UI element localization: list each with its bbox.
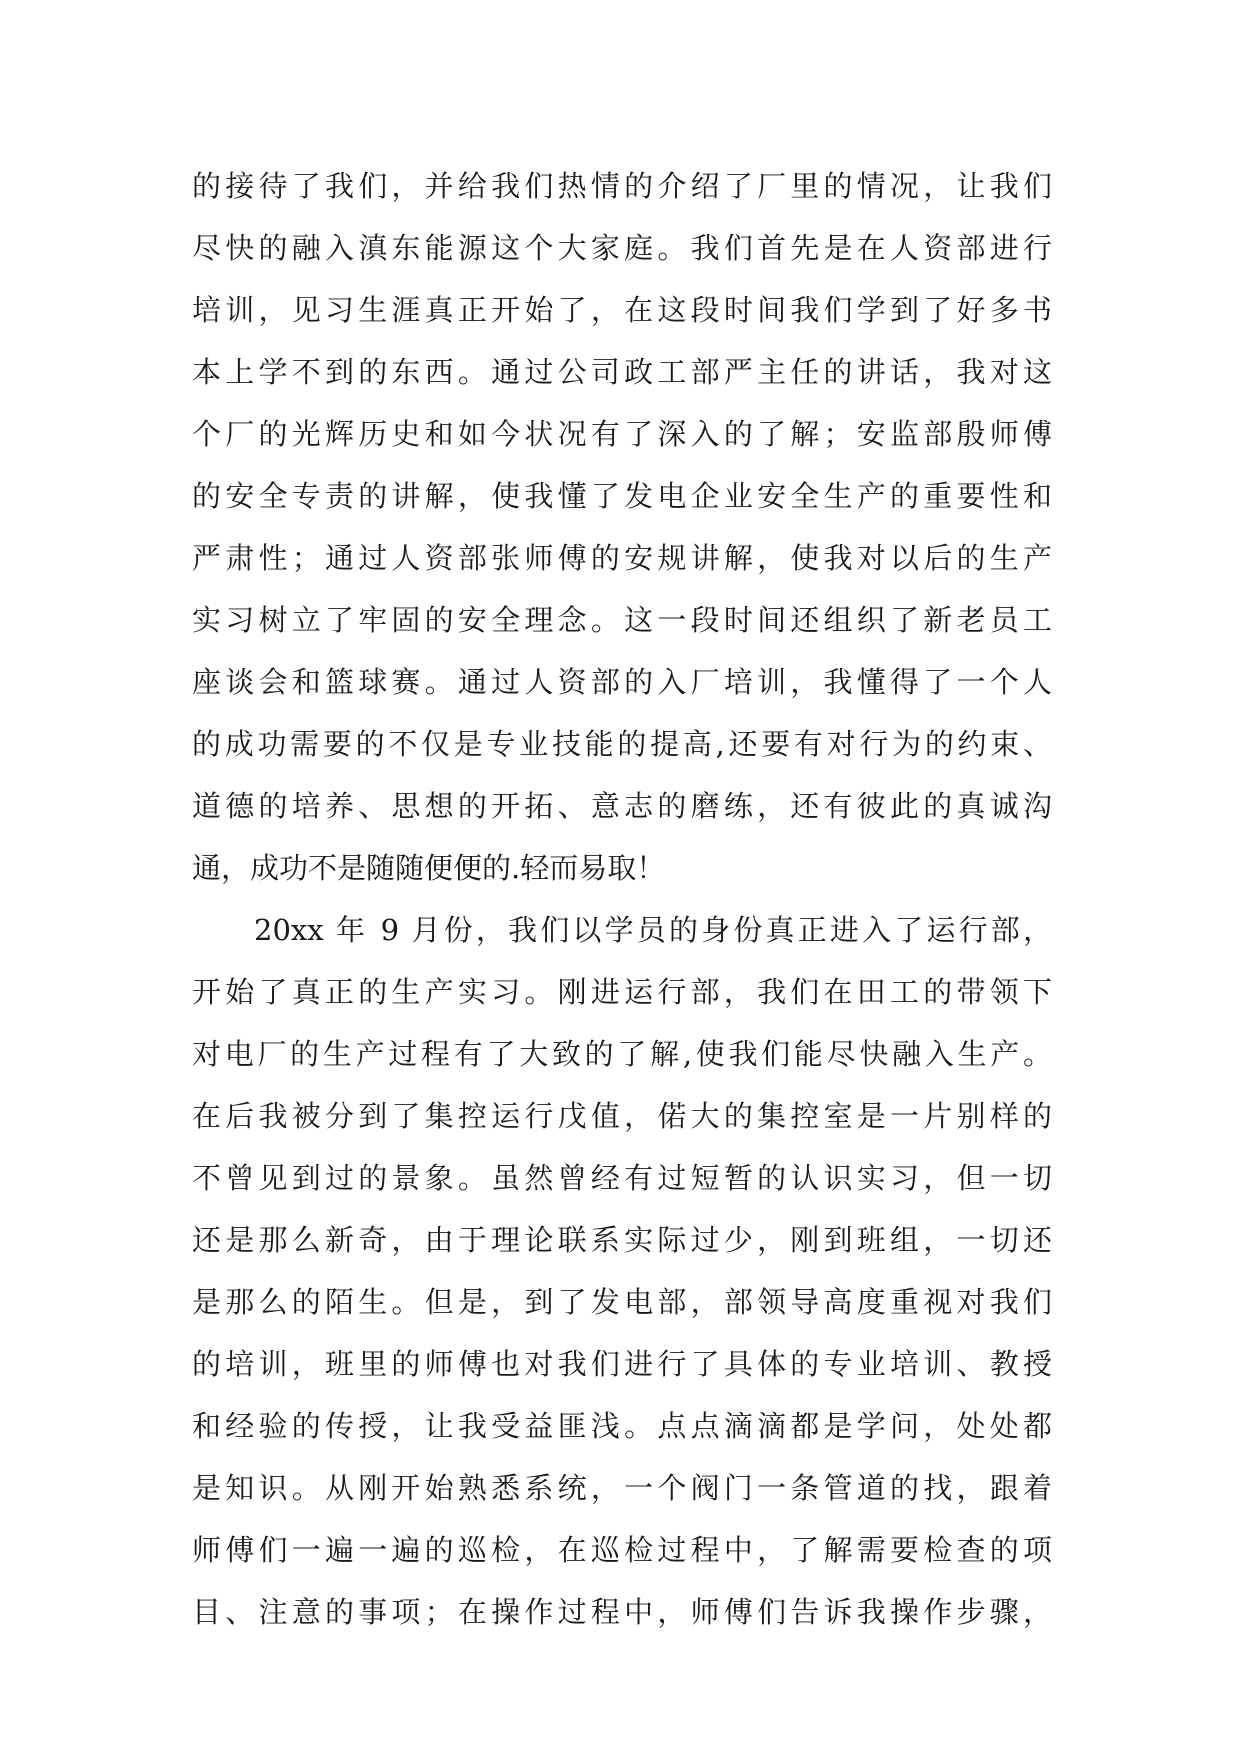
text-line: 师傅们一遍一遍的巡检，在巡检过程中，了解需要检查的项 xyxy=(192,1533,1052,1567)
text-line: 是那么的陌生。但是，到了发电部，部领导高度重视对我们 xyxy=(192,1285,1052,1319)
text-line: 是知识。从刚开始熟悉系统，一个阀门一条管道的找，跟着 xyxy=(192,1471,1052,1505)
text-line: 尽快的融入滇东能源这个大家庭。我们首先是在人资部进行 xyxy=(192,231,1052,265)
text-line: 实习树立了牢固的安全理念。这一段时间还组织了新老员工 xyxy=(192,603,1052,637)
text-line: 座谈会和篮球赛。通过人资部的入厂培训，我懂得了一个人 xyxy=(192,665,1052,699)
text-line: 的培训，班里的师傅也对我们进行了具体的专业培训、教授 xyxy=(192,1347,1052,1381)
text-line: 的成功需要的不仅是专业技能的提高,还要有对行为的约束、 xyxy=(192,727,1052,761)
text-line: 对电厂的生产过程有了大致的了解,使我们能尽快融入生产。 xyxy=(192,1037,1052,1071)
text-line: 个厂的光辉历史和如今状况有了深入的了解；安监部殷师傅 xyxy=(192,417,1052,451)
body-text xyxy=(192,155,1052,1643)
text-line: 的安全专责的讲解，使我懂了发电企业安全生产的重要性和 xyxy=(192,479,1052,513)
text-line: 开始了真正的生产实习。刚进运行部，我们在田工的带领下 xyxy=(192,975,1052,1009)
text-line: 本上学不到的东西。通过公司政工部严主任的讲话，我对这 xyxy=(192,355,1052,389)
text-line: 的接待了我们，并给我们热情的介绍了厂里的情况，让我们 xyxy=(192,169,1052,203)
text-line: 和经验的传授，让我受益匪浅。点点滴滴都是学问，处处都 xyxy=(192,1409,1052,1443)
text-line: 还是那么新奇，由于理论联系实际过少，刚到班组，一切还 xyxy=(192,1223,1052,1257)
text-line: 培训，见习生涯真正开始了，在这段时间我们学到了好多书 xyxy=(192,293,1052,327)
paragraph-start-line: 20xx 年 9 月份，我们以学员的身份真正进入了运行部， xyxy=(254,913,1052,947)
text-line: 道德的培养、思想的开拓、意志的磨练，还有彼此的真诚沟 xyxy=(192,789,1052,823)
paragraph-end-line: 通，成功不是随随便便的.轻而易取！ xyxy=(192,851,666,885)
text-line: 不曾见到过的景象。虽然曾经有过短暂的认识实习，但一切 xyxy=(192,1161,1052,1195)
text-line: 在后我被分到了集控运行戊值，偌大的集控室是一片别样的 xyxy=(192,1099,1052,1133)
text-line: 严肃性；通过人资部张师傅的安规讲解，使我对以后的生产 xyxy=(192,541,1052,575)
text-line: 目、注意的事项；在操作过程中，师傅们告诉我操作步骤， xyxy=(192,1595,1052,1629)
